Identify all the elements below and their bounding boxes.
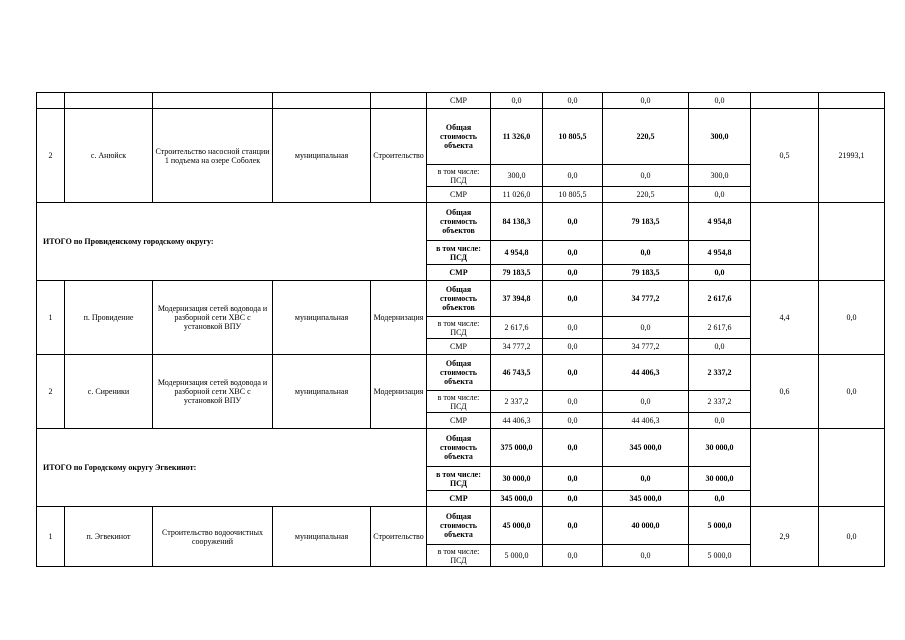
ownership: муниципальная [273, 355, 371, 429]
value-cell: 30 000,0 [491, 467, 543, 491]
value-cell: 2 337,2 [689, 355, 751, 391]
cost-type: Общая стоимость объекта [427, 429, 491, 467]
investment-table [36, 92, 885, 567]
value-cell: 0,0 [543, 265, 603, 281]
value-cell: 0,0 [543, 545, 603, 567]
value-cell: 0,5 [751, 109, 819, 203]
value-cell: 345 000,0 [491, 491, 543, 507]
cost-type: СМР [427, 339, 491, 355]
value-cell: 0,0 [689, 491, 751, 507]
value-cell: 0,0 [543, 391, 603, 413]
value-cell: 0,0 [543, 467, 603, 491]
value-cell: 300,0 [689, 109, 751, 165]
value-cell: 0,0 [819, 355, 885, 429]
cost-type: Общая стоимость объекта [427, 109, 491, 165]
value-cell: 0,0 [543, 507, 603, 545]
work-kind: Модернизация [371, 281, 427, 355]
value-cell: 0,0 [603, 545, 689, 567]
table-row [37, 109, 885, 165]
value-cell: 0,0 [689, 413, 751, 429]
cost-type: СМР [427, 491, 491, 507]
value-cell: 0,0 [543, 429, 603, 467]
value-cell: 30 000,0 [689, 467, 751, 491]
value-cell: 21993,1 [819, 109, 885, 203]
district-total-label: ИТОГО по Провиденскому городскому округу: [37, 203, 427, 281]
locality: с. Сиреники [65, 355, 153, 429]
value-cell: 34 777,2 [491, 339, 543, 355]
value-cell: 30 000,0 [689, 429, 751, 467]
row-number: 1 [37, 507, 65, 567]
value-cell: 0,0 [603, 165, 689, 187]
value-cell: 0,0 [543, 339, 603, 355]
value-cell: 0,0 [689, 187, 751, 203]
value-cell: 220,5 [603, 187, 689, 203]
value-cell: 45 000,0 [491, 507, 543, 545]
value-cell: 0,0 [819, 507, 885, 567]
table-row [37, 281, 885, 317]
table-row [37, 429, 885, 467]
value-cell: 4 954,8 [689, 241, 751, 265]
cost-type: в том числе: ПСД [427, 165, 491, 187]
value-cell: 34 777,2 [603, 281, 689, 317]
value-cell: 345 000,0 [603, 491, 689, 507]
value-cell: 10 805,5 [543, 109, 603, 165]
value-cell: 2 337,2 [491, 391, 543, 413]
cost-type: СМР [427, 187, 491, 203]
district-total-label: ИТОГО по Городскому округу Эгвекинот: [37, 429, 427, 507]
value-cell: 40 000,0 [603, 507, 689, 545]
ownership: муниципальная [273, 109, 371, 203]
work-kind: Строительство [371, 507, 427, 567]
value-cell: 0,0 [543, 203, 603, 241]
ownership: муниципальная [273, 507, 371, 567]
value-cell: 4,4 [751, 281, 819, 355]
value-cell: 37 394,8 [491, 281, 543, 317]
value-cell: 0,0 [689, 265, 751, 281]
value-cell: 46 743,5 [491, 355, 543, 391]
table-row [37, 507, 885, 545]
value-cell: 2 617,6 [689, 281, 751, 317]
value-cell: 10 805,5 [543, 187, 603, 203]
cost-type: Общая стоимость объектов [427, 203, 491, 241]
value-cell: 0,0 [543, 165, 603, 187]
row-number: 1 [37, 281, 65, 355]
value-cell: 79 183,5 [491, 265, 543, 281]
value-cell: 0,0 [543, 317, 603, 339]
value-cell: 0,0 [689, 339, 751, 355]
value-cell: 0,0 [543, 491, 603, 507]
value-cell: 0,0 [543, 413, 603, 429]
row-number: 2 [37, 109, 65, 203]
value-cell: 300,0 [689, 165, 751, 187]
value-cell: 11 326,0 [491, 109, 543, 165]
object-name: Строительство водоочистных сооружений [153, 507, 273, 567]
value-cell: 375 000,0 [491, 429, 543, 467]
row-number: 2 [37, 355, 65, 429]
value-cell: 2 617,6 [491, 317, 543, 339]
cost-type: СМР [427, 413, 491, 429]
table-row [37, 355, 885, 391]
value-cell: 0,0 [689, 93, 751, 109]
value-cell: 79 183,5 [603, 203, 689, 241]
locality: с. Анюйск [65, 109, 153, 203]
value-cell: 11 026,0 [491, 187, 543, 203]
locality: п. Провидение [65, 281, 153, 355]
value-cell: 5 000,0 [491, 545, 543, 567]
work-kind: Модернизация [371, 355, 427, 429]
cost-type: в том числе: ПСД [427, 545, 491, 567]
value-cell: 5 000,0 [689, 507, 751, 545]
value-cell: 2 617,6 [689, 317, 751, 339]
value-cell: 0,0 [543, 93, 603, 109]
cost-type: Общая стоимость объекта [427, 507, 491, 545]
value-cell: 44 406,3 [491, 413, 543, 429]
value-cell: 0,0 [603, 93, 689, 109]
value-cell: 84 138,3 [491, 203, 543, 241]
cost-type: в том числе: ПСД [427, 241, 491, 265]
table-row [37, 203, 885, 241]
value-cell: 345 000,0 [603, 429, 689, 467]
value-cell: 0,0 [819, 281, 885, 355]
value-cell: 0,6 [751, 355, 819, 429]
value-cell: 44 406,3 [603, 355, 689, 391]
table-row [37, 93, 885, 109]
value-cell: 0,0 [543, 281, 603, 317]
work-kind: Строительство [371, 109, 427, 203]
cost-type: СМР [427, 93, 491, 109]
value-cell: 0,0 [491, 93, 543, 109]
value-cell: 0,0 [543, 241, 603, 265]
cost-type: СМР [427, 265, 491, 281]
cost-type: в том числе: ПСД [427, 317, 491, 339]
value-cell: 44 406,3 [603, 413, 689, 429]
value-cell: 79 183,5 [603, 265, 689, 281]
value-cell: 0,0 [603, 317, 689, 339]
object-name: Модернизация сетей водовода и разборной сети ХВС с установкой ВПУ [153, 281, 273, 355]
cost-type: в том числе: ПСД [427, 391, 491, 413]
value-cell: 2 337,2 [689, 391, 751, 413]
value-cell: 4 954,8 [689, 203, 751, 241]
value-cell: 5 000,0 [689, 545, 751, 567]
cost-type: в том числе: ПСД [427, 467, 491, 491]
cost-type: Общая стоимость объекта [427, 355, 491, 391]
cost-type: Общая стоимость объектов [427, 281, 491, 317]
value-cell: 300,0 [491, 165, 543, 187]
object-name: Модернизация сетей водовода и разборной сети ХВС с установкой ВПУ [153, 355, 273, 429]
value-cell: 34 777,2 [603, 339, 689, 355]
object-name: Строительство насосной станции 1 подъема на озере Соболек [153, 109, 273, 203]
value-cell: 220,5 [603, 109, 689, 165]
locality: п. Эгвекинот [65, 507, 153, 567]
ownership: муниципальная [273, 281, 371, 355]
value-cell: 0,0 [603, 391, 689, 413]
value-cell: 4 954,8 [491, 241, 543, 265]
value-cell: 0,0 [603, 467, 689, 491]
value-cell: 2,9 [751, 507, 819, 567]
value-cell: 0,0 [603, 241, 689, 265]
value-cell: 0,0 [543, 355, 603, 391]
